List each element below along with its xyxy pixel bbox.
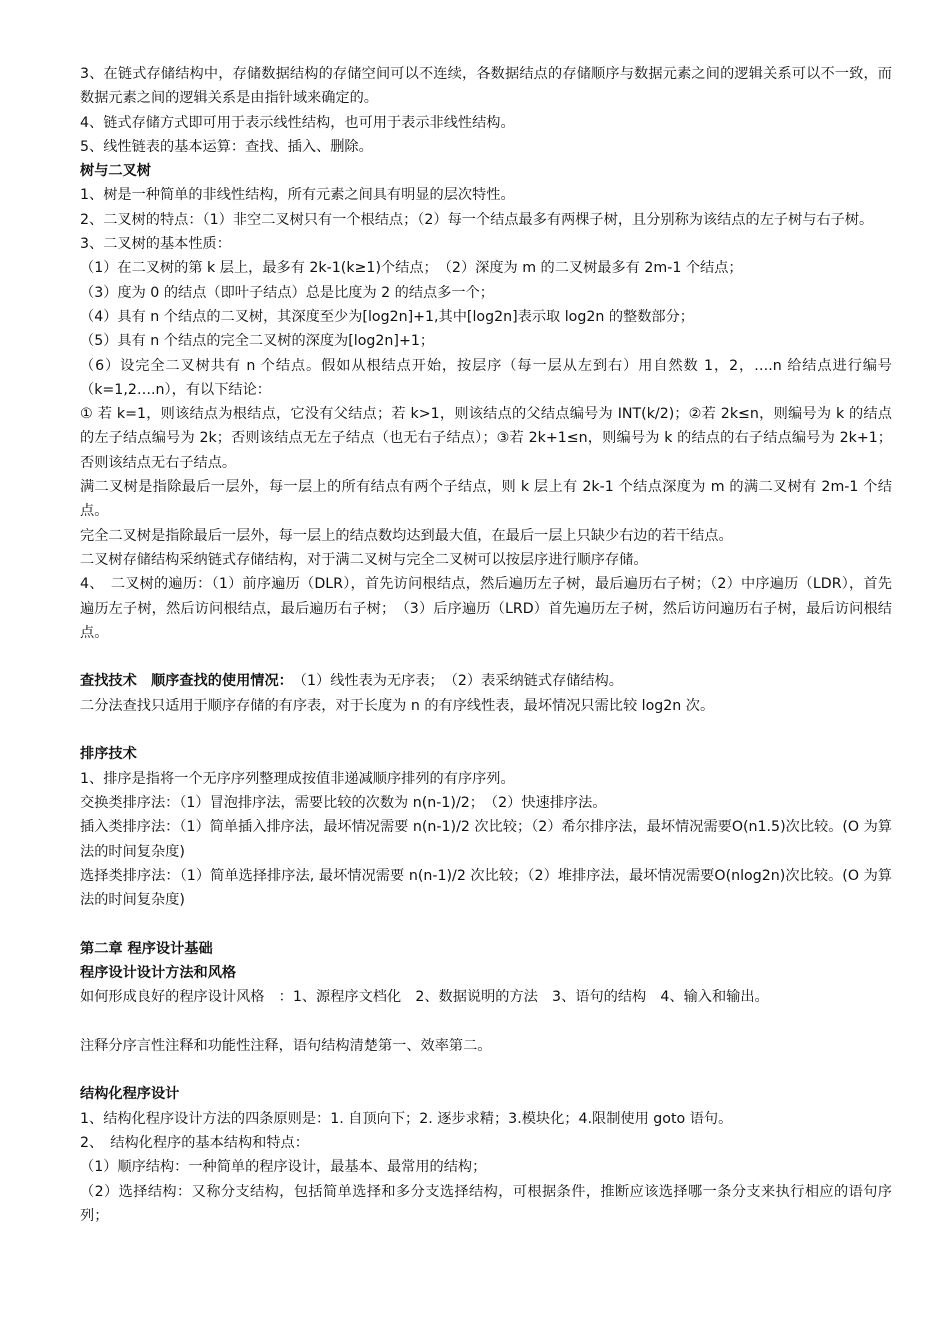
paragraph: （5）具有 n 个结点的完全二叉树的深度为[log2n]+1； [80, 333, 435, 350]
paragraph: （4）具有 n 个结点的二叉树，其深度至少为[log2n]+1,其中[log2n]表示取 log2n 的整数部分； [80, 308, 694, 325]
paragraph: 2、 结构化程序的基本结构和特点： [80, 1135, 309, 1152]
paragraph: 二叉树存储结构采纳链式存储结构，对于满二叉树与完全二叉树可以按层序进行顺序存储。 [80, 551, 648, 568]
paragraph [80, 669, 892, 693]
paragraph: 4、链式存储方式即可用于表示线性结构，也可用于表示非线性结构。 [80, 114, 515, 131]
paragraph: 1、结构化程序设计方法的四条原则是：1. 自顶向下；2. 逐步求精；3.模块化；4.限制使用 goto 语句。 [80, 1110, 733, 1127]
paragraph: （3）度为 0 的结点（即叶子结点）总是比度为 2 的结点多一个； [80, 284, 494, 301]
blank-line [80, 645, 892, 669]
section-heading: 程序设计设计方法和风格 [80, 964, 237, 981]
paragraph: 3、在链式存储结构中，存储数据结构的存储空间可以不连续，各数据结点的存储顺序与数据元素之间的逻辑关系可以不一致，而数据元素之间的逻辑关系是由指针域来确定的。 [80, 66, 892, 107]
paragraph: 2、二叉树的特点：（1）非空二叉树只有一个根结点；（2）每一个结点最多有两棵子树，且分别称为该结点的左子树与右子树。 [80, 211, 874, 228]
paragraph: 完全二叉树是指除最后一层外，每一层上的结点数均达到最大值，在最后一层上只缺少右边的若干结点。 [80, 527, 733, 544]
section-heading: 结构化程序设计 [80, 1086, 180, 1103]
paragraph: 满二叉树是指除最后一层外，每一层上的所有结点有两个子结点，则 k 层上有 2k-1 个结点深度为 m 的满二叉树有 2m-1 个结点。 [80, 479, 892, 520]
blank-line [80, 1010, 892, 1034]
section-heading: 排序技术 [80, 746, 137, 763]
paragraph: （6）设完全二叉树共有 n 个结点。假如从根结点开始，按层序（每一层从左到右）用自然数 1，2，….n 给结点进行编号（k=1,2….n），有以下结论： [80, 357, 892, 398]
blank-line [80, 718, 892, 742]
paragraph: 如何形成良好的程序设计风格 ：1、源程序文档化 2、数据说明的方法 3、语句的结构 4、输入和输出。 [80, 989, 769, 1006]
inline-text: （1）线性表为无序表； （2）表采纳链式存储结构。 [285, 673, 623, 690]
paragraph: 3、二叉树的基本性质： [80, 236, 231, 253]
paragraph: 5、线性链表的基本运算：查找、插入、删除。 [80, 138, 373, 155]
paragraph: （2）选择结构：又称分支结构，包括简单选择和多分支选择结构，可根据条件，推断应该选择哪一条分支来执行相应的语句序列； [80, 1183, 892, 1224]
paragraph: 二分法查找只适用于顺序存储的有序表，对于长度为 n 的有序线性表，最坏情况只需比较 log2n 次。 [80, 697, 715, 714]
paragraph: 4、 二叉树的遍历：（1）前序遍历（DLR），首先访问根结点，然后遍历左子树，最后遍历右子树；（2）中序遍历（LDR），首先遍历左子树，然后访问根结点，最后遍历右子树； （3）后序遍历（LRD）首先遍历左子树，然后访问遍历右子树，最后访问根结点。 [80, 576, 892, 641]
paragraph: 注释分序言性注释和功能性注释，语句结构清楚第一、效率第二。 [80, 1037, 492, 1054]
chapter-heading: 第二章 程序设计基础 [80, 940, 213, 957]
paragraph: 选择类排序法：（1）简单选择排序法, 最坏情况需要 n(n-1)/2 次比较；（2）堆排序法，最坏情况需要O(nlog2n)次比较。(O 为算法的时间复杂度) [80, 867, 892, 909]
paragraph: （1）在二叉树的第 k 层上，最多有 2k-1(k≥1)个结点； （2）深度为 m 的二叉树最多有 2m-1 个结点； [80, 260, 743, 277]
paragraph: 交换类排序法：（1）冒泡排序法，需要比较的次数为 n(n-1)/2； （2）快速排序法。 [80, 794, 607, 811]
blank-line [80, 1058, 892, 1082]
section-heading: 树与二叉树 [80, 163, 151, 180]
document-page [80, 62, 892, 1228]
paragraph: （1）顺序结构：一种简单的程序设计，最基本、最常用的结构； [80, 1159, 487, 1176]
paragraph: ① 若 k=1，则该结点为根结点，它没有父结点；若 k>1，则该结点的父结点编号为 INT(k/2)；②若 2k≤n，则编号为 k 的结点的左子结点编号为 2k；否则该结点无左子结点（也无右子结点）；③若 2k+1≤n，则编号为 k 的结点的右子结点编号为 2k+1；否则该结点无右子结点。 [80, 406, 892, 471]
inline-heading: 查找技术 顺序查找的使用情况： [80, 673, 286, 690]
paragraph: 1、树是一种简单的非线性结构，所有元素之间具有明显的层次特性。 [80, 187, 515, 204]
paragraph: 插入类排序法：（1）简单插入排序法，最坏情况需要 n(n-1)/2 次比较；（2）希尔排序法，最坏情况需要O(n1.5)次比较。(O 为算法的时间复杂度) [80, 819, 892, 860]
paragraph: 1、排序是指将一个无序序列整理成按值非递减顺序排列的有序序列。 [80, 770, 515, 787]
blank-line [80, 912, 892, 936]
